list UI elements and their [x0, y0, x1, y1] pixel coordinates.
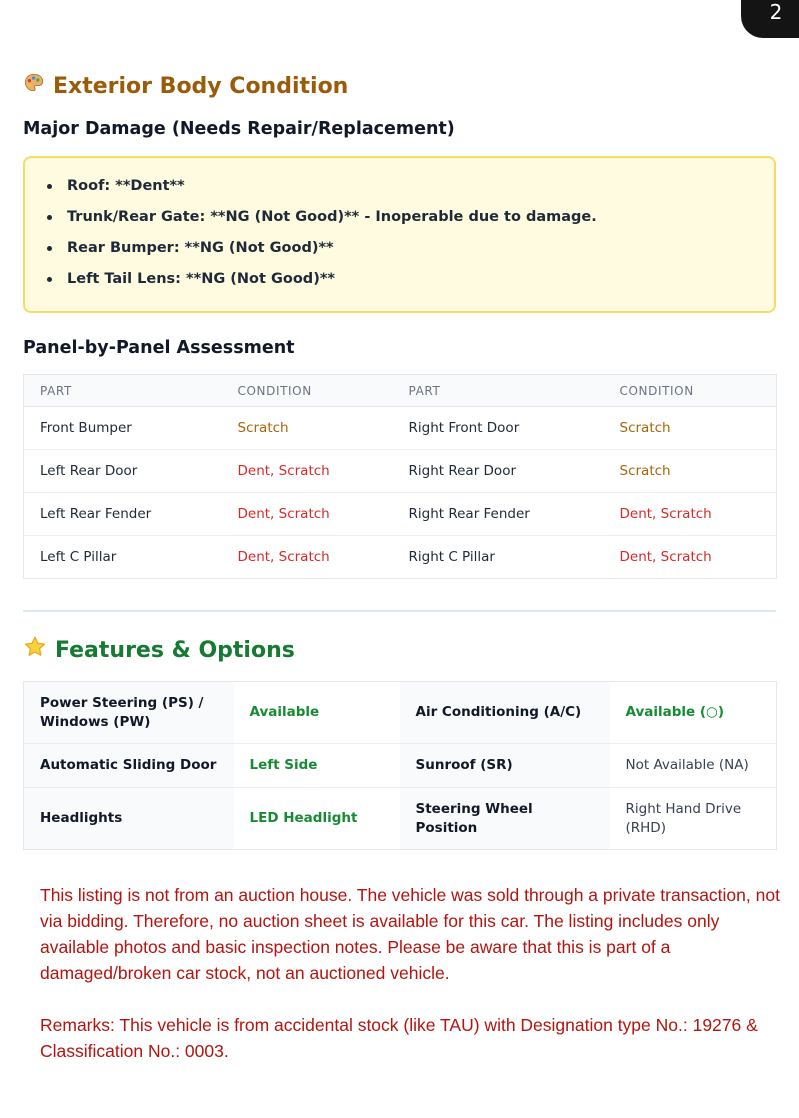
- table-row: [24, 493, 777, 536]
- feature-row: [24, 744, 777, 788]
- condition-cell: Scratch: [222, 407, 393, 450]
- feature-row: [24, 682, 777, 744]
- part-cell: Left C Pillar: [40, 549, 117, 565]
- condition-cell: Dent, Scratch: [237, 549, 330, 565]
- notice-paragraph-auction: This listing is not from an auction house. The vehicle was sold through a private transaction, not via bidding. Therefore, no auction sheet is available for this car. The listing includes only available photos and basic inspection notes. Please be aware that this is part of a damaged/broken car stock, not an auctioned vehicle.: [40, 885, 780, 983]
- damage-item-trunk: Trunk/Rear Gate: **NG (Not Good)** - Inoperable due to damage.: [67, 207, 754, 238]
- exterior-section-title-text: Exterior Body Condition: [53, 73, 349, 99]
- header-condition-right: CONDITION: [604, 375, 777, 407]
- feature-label: Automatic Sliding Door: [24, 744, 234, 788]
- feature-label: Air Conditioning (A/C): [400, 682, 610, 744]
- condition-cell: Dent, Scratch: [222, 493, 393, 536]
- condition-cell: Scratch: [604, 450, 777, 493]
- panel-assessment-title: Panel-by-Panel Assessment: [23, 338, 295, 358]
- major-damage-title: Major Damage (Needs Repair/Replacement): [23, 119, 455, 139]
- star-icon: [23, 635, 47, 665]
- features-section-title: [23, 635, 295, 665]
- damage-item-roof: Roof: **Dent**: [67, 176, 754, 207]
- feature-value: LED Headlight: [234, 788, 400, 850]
- palette-icon: [23, 72, 45, 100]
- table-row: [24, 536, 777, 579]
- feature-label: Steering Wheel Position: [400, 788, 610, 850]
- condition-cell: Dent, Scratch: [222, 450, 393, 493]
- feature-value: Right Hand Drive (RHD): [610, 788, 777, 850]
- feature-value: Left Side: [234, 744, 400, 788]
- feature-label: Sunroof (SR): [400, 744, 610, 788]
- notice-paragraph-remarks: Remarks: This vehicle is from accidental stock (like TAU) with Designation type No.: 19276 & Classification No.: 0003.: [40, 1015, 758, 1061]
- part-cell: Right C Pillar: [408, 549, 495, 565]
- part-cell: Left Rear Fender: [24, 493, 222, 536]
- panel-assessment-table: [23, 374, 777, 579]
- feature-value: Available: [234, 682, 400, 744]
- header-condition-left: CONDITION: [222, 375, 393, 407]
- part-cell: Left Rear Door: [24, 450, 222, 493]
- listing-notice: [40, 882, 780, 1064]
- condition-cell: Dent, Scratch: [619, 549, 712, 565]
- features-table: [23, 681, 777, 850]
- major-damage-list: [67, 176, 754, 300]
- damage-item-left-tail-lens: Left Tail Lens: **NG (Not Good)**: [67, 269, 754, 300]
- table-header-row: [24, 375, 777, 407]
- part-cell: Front Bumper: [24, 407, 222, 450]
- condition-cell: Dent, Scratch: [604, 493, 777, 536]
- part-cell: Right Rear Fender: [393, 493, 604, 536]
- header-part-right: PART: [393, 375, 604, 407]
- table-row: [24, 407, 777, 450]
- page-number-tab: [741, 0, 799, 38]
- feature-value: Available (○): [610, 682, 777, 744]
- features-section-title-text: Features & Options: [55, 637, 295, 663]
- feature-row: [24, 788, 777, 850]
- table-row: [24, 450, 777, 493]
- feature-label: Headlights: [24, 788, 234, 850]
- part-cell: Right Front Door: [393, 407, 604, 450]
- part-cell: Right Rear Door: [393, 450, 604, 493]
- header-part-left: PART: [24, 375, 222, 407]
- condition-cell: Scratch: [604, 407, 777, 450]
- page-number: 2: [769, 0, 783, 24]
- feature-label: Power Steering (PS) / Windows (PW): [24, 682, 234, 744]
- section-divider: [23, 610, 776, 612]
- feature-value: Not Available (NA): [610, 744, 777, 788]
- major-damage-box: [23, 156, 776, 313]
- exterior-section-title: [23, 72, 348, 100]
- damage-item-rear-bumper: Rear Bumper: **NG (Not Good)**: [67, 238, 754, 269]
